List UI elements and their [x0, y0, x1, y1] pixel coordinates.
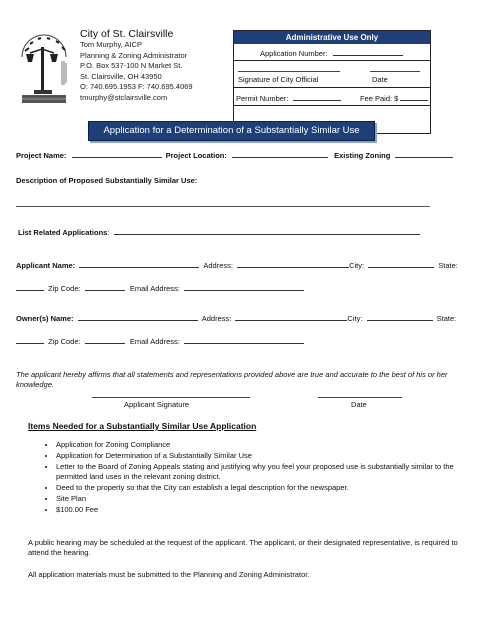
signature-date-label: Date [351, 400, 367, 409]
permit-number-label: Permit Number: [236, 94, 289, 103]
owner-state-input[interactable] [16, 336, 44, 344]
city-name: City of St. Clairsville [80, 28, 174, 40]
owner-email-input[interactable] [184, 336, 304, 344]
applicant-email-label: Email Address: [129, 284, 180, 293]
fee-paid-label: Fee Paid: $ [360, 94, 399, 103]
applicant-state-label: State: [438, 261, 458, 270]
application-number-field[interactable] [260, 48, 403, 58]
signature-date-line[interactable] [318, 397, 402, 398]
signature-of-city-official-label: Signature of City Official [238, 75, 319, 84]
related-applications-input[interactable] [114, 227, 420, 235]
list-item: • Application for Zoning Compliance [56, 440, 466, 451]
owner-email-label: Email Address: [129, 337, 180, 346]
project-row [16, 150, 453, 160]
project-location-input[interactable] [232, 150, 328, 158]
list-item: • $100.00 Fee [56, 505, 466, 516]
contact-line: O: 740.695.1953 F: 740.695.4069 [80, 82, 193, 92]
applicant-email-input[interactable] [184, 283, 304, 291]
organization-contact [80, 28, 193, 104]
owner-row-2 [16, 336, 304, 346]
applicant-name-label: Applicant Name [16, 261, 73, 270]
list-item: • Site Plan [56, 494, 466, 505]
applicant-signature-label: Applicant Signature [124, 400, 190, 409]
administrative-use-box [233, 30, 431, 134]
contact-line: Tom Murphy, AICP [80, 40, 142, 49]
owner-city-label: City: [347, 314, 363, 323]
existing-zoning-input[interactable] [395, 150, 453, 158]
city-seal-logo [16, 27, 72, 105]
submission-note: All application materials must be submitted to the Planning and Zoning Administrator. [28, 570, 310, 579]
applicant-address-label: Address: [203, 261, 233, 270]
applicant-row-2 [16, 283, 304, 293]
applicant-city-input[interactable] [368, 260, 434, 268]
owner-state-label: State: [436, 314, 457, 323]
applicant-city-label: City: [349, 261, 365, 270]
list-item: • Letter to the Board of Zoning Appeals stating and justifying why you feel your proposed use is substantially similar to the permitted land uses in the relevant zoning district. [56, 462, 466, 484]
contact-line: Planning & Zoning Administrator [80, 50, 188, 60]
applicant-row: Applicant Name: Address: City: State: [16, 261, 458, 270]
contact-line: St. Clairsville, OH 43950 [80, 71, 162, 81]
list-item: • Application for Determination of a Substantially Similar Use [56, 451, 466, 462]
admin-date-label: Date [372, 75, 388, 84]
description-label: Description of Proposed Substantially Similar Use: [16, 176, 198, 185]
owner-name-input[interactable] [78, 313, 198, 321]
affirmation-text: The applicant hereby affirms that all statements and representations provided above are true and accurate to the best of his or her knowledge. [16, 370, 448, 389]
admin-box-title: Administrative Use Only [234, 31, 430, 44]
owner-name-label: Owner(s) Name [16, 314, 72, 323]
project-name-input[interactable] [72, 150, 162, 158]
owner-zip-label: Zip Code: [48, 337, 81, 346]
public-hearing-note: A public hearing may be scheduled at the request of the applicant. The applicant, or their designated representative, is required to attend the hearing. [28, 538, 458, 557]
applicant-zip-input[interactable] [85, 283, 125, 291]
items-needed-title: Items Needed for a Substantially Similar Use Application [28, 421, 257, 431]
owner-row: Owner(s) Name: Address: City: State: [16, 314, 457, 323]
permit-number-field[interactable] [236, 93, 341, 103]
owner-address-input[interactable] [235, 313, 347, 321]
fee-paid-field[interactable] [360, 93, 428, 103]
related-applications-label: List Related Applications [18, 228, 108, 237]
applicant-state-input[interactable] [16, 283, 44, 291]
owner-city-input[interactable] [367, 313, 433, 321]
application-number-label: Application Number: [260, 49, 328, 58]
applicant-zip-label: Zip Code: [48, 284, 81, 293]
contact-email: tmurphy@stclairsville.com [80, 92, 168, 102]
project-name-label: Project Name: [16, 151, 67, 160]
existing-zoning-label: Existing Zoning [334, 151, 391, 160]
owner-address-label: Address: [201, 314, 232, 323]
applicant-name-input[interactable] [79, 260, 199, 268]
form-title-banner: Application for a Determination of a Substantially Similar Use [88, 121, 375, 141]
applicant-address-input[interactable] [237, 260, 349, 268]
list-item: • Deed to the property so that the City can establish a legal description for the newspaper. [56, 483, 466, 494]
owner-zip-input[interactable] [85, 336, 125, 344]
applicant-signature-line[interactable] [92, 397, 250, 398]
related-applications-row: List Related Applications: [18, 227, 420, 237]
items-needed-list [30, 440, 466, 516]
project-location-label: Project Location: [165, 151, 227, 160]
contact-line: P.O. Box 537-100 N Market St. [80, 61, 183, 71]
description-input-line[interactable] [16, 206, 430, 207]
